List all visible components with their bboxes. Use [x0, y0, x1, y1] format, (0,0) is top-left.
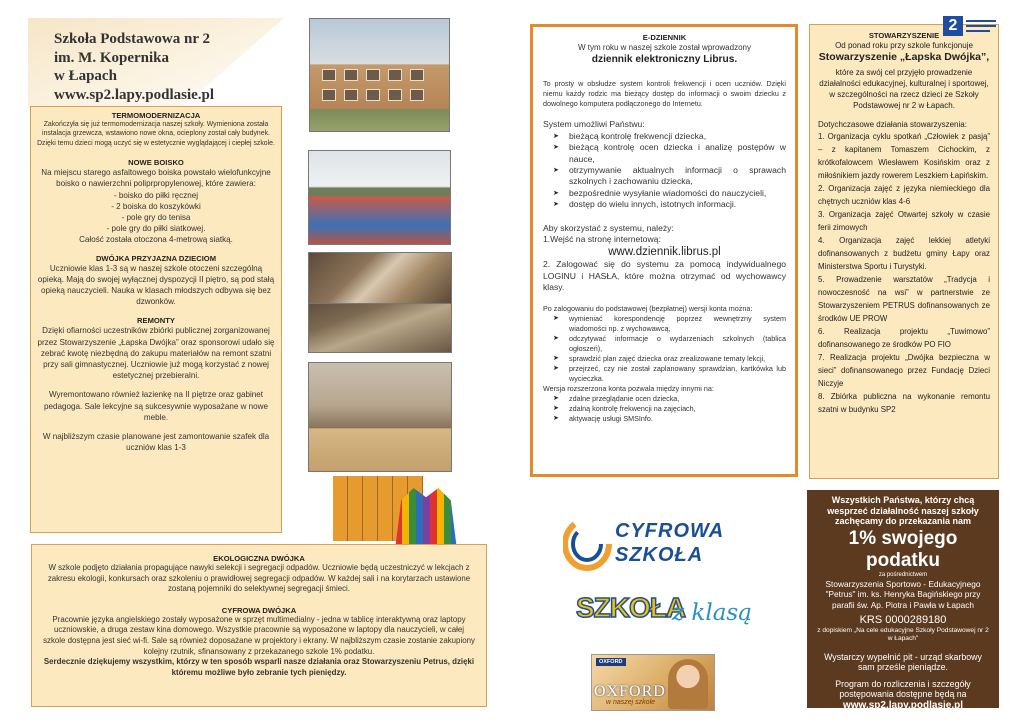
cloakroom-photo	[308, 362, 452, 472]
school-building-photo	[309, 18, 450, 132]
arrow-bullet-icon: ➤	[553, 144, 559, 152]
oxford-sub: w naszej szkole	[606, 699, 656, 706]
arrow-bullet-icon: ➤	[553, 201, 559, 209]
boisko-item: - boisko do piłki ręcznej	[113, 190, 199, 200]
lazienka-body: Wyremontowano również łazienkę na II piętrze oraz gabinet pedagoga. Sale lekcyjne są sukcesywnie wyposażane w nowe meble.	[43, 390, 269, 422]
list-item: 7. Realizacja projektu „Dwójka bezpieczna w sieci” dofinansowanego przez Fundację Dzieci Niczyje	[818, 353, 990, 389]
stow-list-intro: Dotychczasowe działania stowarzyszenia:	[818, 120, 967, 130]
arrow-bullet-icon: ➤	[553, 394, 559, 402]
tax-url[interactable]: www.sp2.lapy.podlasie.pl	[842, 699, 964, 711]
list-item: ➤ odczytywać informacje o wydarzeniach szkolnych (tablica ogłoszeń),	[553, 333, 786, 353]
krs-number: KRS 0000289180	[859, 613, 947, 626]
sp2-number: 2	[943, 16, 963, 36]
boisko-item: - pole gry do piłki siatkowej.	[106, 224, 206, 234]
stow-title: STOWARZYSZENIE	[868, 31, 940, 40]
termo-body: Zakończyła się już termomodernizacja naszej szkoły. Wymieniona została instalacja grzewcza, wstawiono nowe okna, ocieplony został cały budynek. Dzięki temu dzieci mogą uczyć się w estetycznie wyglądającej i ciepłej szkole.	[37, 121, 275, 147]
cyfrowa-line1: CYFROWA	[615, 520, 725, 542]
dwojka-title: DWÓJKA PRZYJAZNA DZIECIOM	[95, 253, 217, 263]
edz-step2: 2. Zalogować się do systemu za pomocą indywidualnego LOGINU i HASŁA, które można otrzymać od wychowawcy klasy.	[543, 259, 786, 293]
list-item: ➤ zdalne przeglądanie ocen dziecka,	[553, 393, 680, 403]
arrow-bullet-icon: ➤	[553, 189, 559, 197]
edz-system-list	[543, 131, 786, 211]
tax-info: Program do rozliczenia i szczegóły postępowania dostępne będą na	[835, 678, 971, 700]
termo-title: TERMOMODERNIZACJA	[111, 111, 201, 120]
boisko-item: - pole gry do tenisa	[121, 213, 191, 223]
edz-free-intro: Po zalogowaniu do podstawowej (bezpłatnej) wersji konta można:	[543, 303, 753, 313]
eko-title: EKOLOGICZNA DWÓJKA	[213, 554, 305, 563]
oxford-title: OXFORD	[594, 683, 666, 700]
school-town: w Łapach	[54, 68, 117, 84]
szkola-z-klasa-logo	[576, 586, 756, 638]
list-item: ➤ bieżącą kontrolę ocen dziecka i analizę postępów w nauce,	[553, 142, 786, 164]
boisko-end: Całość została otoczona 4-metrową siatką.	[79, 235, 233, 245]
remonty-title: REMONTY	[137, 316, 175, 326]
arrow-bullet-icon: ➤	[553, 167, 559, 175]
edz-step1: 1.Wejść na stronę internetową:	[543, 234, 661, 245]
school-name: Szkoła Podstawowa nr 2	[54, 31, 210, 47]
tax-headline: 1% swojego podatku	[848, 527, 958, 571]
librus-url[interactable]: www.dziennik.librus.pl	[608, 246, 721, 259]
arrow-bullet-icon: ➤	[553, 404, 559, 412]
edz-title: E-DZIENNIK	[642, 33, 687, 42]
edz-system-intro: System umożliwi Państwu:	[543, 119, 645, 130]
edz-intro: W tym roku w naszej szkole został wprowadzony	[578, 43, 751, 52]
school-header	[54, 30, 214, 104]
list-item: 2. Organizacja zajęć z języka niemieckiego dla chętnych uczniów klas 4-6	[818, 184, 990, 207]
school-patron: im. M. Kopernika	[54, 49, 169, 66]
tax-appeal: Wszystkich Państwa, którzy chcą wesprzeć działalność naszej szkoły zachęcamy do przekazania nam	[827, 495, 979, 527]
oxford-small-badge: OXFORD	[596, 658, 626, 666]
classroom-projector-photo	[308, 252, 452, 304]
arrow-bullet-icon: ➤	[553, 354, 559, 362]
edz-paid-intro: Wersja rozszerzona konta pozwala między innymi na:	[543, 383, 714, 393]
girl-portrait-icon	[668, 659, 708, 709]
szafki-body: W najbliższym czasie planowane jest zamontowanie szafek dla uczniów klas 1-3	[42, 432, 270, 453]
list-item: 5. Prowadzenie warsztatów „Tradycja i nowoczesność na wsi” w partnerstwie ze Stowarzyszeniem PETRUS dofinansowanych ze środków UE PROW	[818, 275, 990, 324]
stowarzyszenie-box	[809, 24, 999, 479]
boisko-item: - 2 boiska do koszykówki	[111, 201, 201, 211]
szkola-word: SZKOŁA	[576, 592, 686, 623]
arrow-bullet-icon: ➤	[553, 364, 559, 372]
remonty-body: Dzięki ofiarności uczestników zbiórki publicznej zorganizowanej przez Stowarzyszenie „Łapska Dwójka” oraz sponsorowi udało się zebrać kwotę niezbędną do zakupu materiałów na remont szatni przy sali gimnastycznej. Uczniowie już mogą korzystać z nowej estetycznej przebieralni.	[37, 326, 275, 381]
list-item: 4. Organizacja zajęć lekkiej atletyki dofinansowanych z budżetu gminy Łapy oraz Ministerstwa Sportu i Turystyki.	[818, 236, 990, 272]
stow-intro: Od ponad roku przy szkole funkcjonuje	[835, 41, 973, 50]
edziennik-box	[530, 24, 798, 477]
edz-how: Aby skorzystać z systemu, należy:	[543, 222, 674, 233]
edz-free-list	[543, 314, 786, 384]
edz-para1: To prosty w obsłudze system kontroli frekwencji i ocen uczniów. Dzięki niemu każdy rodzic ma bieżący dostęp do informacji o swoim dziecku z dowolnego komputera podłączonego do Internetu.	[543, 79, 786, 109]
oxford-logo	[591, 654, 715, 711]
boisko-body: Na miejscu starego asfaltowego boiska powstało wielofunkcyjne boisko o nawierzchni poliprpropylenowej, które zawiera:	[41, 168, 271, 189]
list-item: ➤ otrzymywanie aktualnych informacji o sprawach szkolnych i zachowaniu dziecka,	[553, 165, 786, 187]
school-url[interactable]: www.sp2.lapy.podlasie.pl	[54, 86, 215, 103]
tax-pit: Wystarczy wypełnić pit - urząd skarbowy sam prześle pieniądze.	[824, 651, 982, 673]
eco-digital-box	[31, 544, 487, 707]
boisko-title: NOWE BOISKO	[128, 158, 184, 168]
arrow-bullet-icon: ➤	[553, 414, 559, 422]
list-item: ➤ aktywację usługi SMSInfo.	[553, 413, 653, 423]
cyfrowa-line2: SZKOŁA	[615, 544, 704, 566]
stow-name: Stowarzyszenie „Łapska Dwójka”,	[818, 51, 990, 63]
tax-via: za pośrednictwem	[878, 571, 928, 578]
z-klasa-word: z klasą	[672, 600, 752, 626]
tax-dopisek: z dopiskiem „Na cele edukacyjne Szkoły Podstawowej nr 2 w Łapach"	[817, 626, 989, 643]
arrow-bullet-icon: ➤	[553, 314, 559, 322]
tax-org: Stowarzyszenia Sportowo - Edukacyjnego "Petrus" im. ks. Henryka Bagińskiego przy parafii św. Ap. Piotra i Pawła w Łapach	[825, 578, 981, 610]
stow-aim: które za swój cel przyjęło prowadzenie działalności edukacyjnej, kulturalnej i sportowej, w szczególności na rzecz dzieci ze Szkoły Podstawowej nr 2 w Łapach.	[819, 67, 989, 111]
list-item: 1. Organizacja cyklu spotkań „Człowiek z pasją” – z kapitanem Tomaszem Cichockim, z krótkofalowcem Wiesławem Kosińskim oraz z miłośnikiem jazdy rowerem Leszkiem Łapińskim.	[818, 132, 990, 181]
cyf-body: Pracownie języka angielskiego zostały wyposażone w sprzęt multimedialny - jedna w tablicę interaktywną oraz laptopy uczniowskie, a druga zestaw kina domowego. Wszystkie pracownie są wyposażone w laptopy dla nauczycieli, w całej szkole dostępna jest sieć wi-fi. Sale są również doposażane w projektory i ekrany. W najbliższym czasie zostanie zakupiony kolejny rzutnik, sfinansowany z przekazanego szkole 1% podatku.	[43, 614, 475, 656]
list-item: ➤ sprawdzić plan zajęć dziecka oraz zrealizowane tematy lekcji,	[553, 353, 766, 363]
one-percent-tax-box	[807, 490, 999, 711]
list-item: ➤ bieżącą kontrolę frekwencji dziecka,	[553, 130, 707, 141]
list-item: 3. Organizacja zajęć Otwartej szkoły w czasie ferii zimowych	[818, 210, 990, 233]
sports-field-photo	[308, 150, 451, 245]
thanks-text: Serdecznie dziękujemy wszystkim, którzy w ten sposób wsparli nasze działania oraz Stowarzyszeniu Petrus, dzięki któremu możliwe było zebranie tych pieniędzy.	[43, 657, 475, 677]
arrow-bullet-icon: ➤	[553, 334, 559, 342]
stow-list	[818, 130, 990, 416]
list-item: 6. Realizacja projektu „Tuwimowo” dofinansowanego ze środków PO FIO	[818, 327, 990, 350]
list-item: 8. Zbiórka publiczna na wykonanie remontu szatni w budynku SP2	[818, 392, 990, 415]
cyfrowa-szkola-logo	[563, 514, 739, 572]
dwojka-body: Uczniowie klas 1-3 są w naszej szkole otoczeni szczególną opieką. Mają do swojej wyłącznej dyspozycji II piętro, są pod stałą opieką nauczycieli. Nauka w klasach młodszych odbywa się bez dzwonków.	[37, 263, 275, 307]
cyf-title: CYFROWA DWÓJKA	[221, 605, 297, 615]
sp2-logo	[943, 16, 998, 36]
edz-paid-list	[543, 394, 786, 424]
list-item: ➤ zdalną kontrolę frekwencji na zajęciach,	[553, 403, 696, 413]
list-item: ➤ przejrzeć, czy nie został zaplanowany sprawdzian, kartkówka lub wycieczka.	[553, 363, 786, 383]
list-item: ➤ bezpośrednie wysyłanie wiadomości do nauczycieli,	[553, 187, 767, 198]
arrow-bullet-icon: ➤	[553, 132, 559, 140]
eko-body: W szkole podjęto działania propagujące nawyki selekcji i segregacji odpadów. Uczniowie będą uczestniczyć w lekcjach z zakresu ekologii, konkursach oraz szkoleniu o prawidłowej segregacji odpadów. W każdej sali i na korytarzach ustawione zostaną pojemniki do selektywnej segregacji śmieci.	[47, 563, 471, 594]
left-news-box	[30, 106, 282, 533]
list-item: ➤ wymieniać korespondencję poprzez wewnętrzny system wiadomości np. z wychowawcą,	[553, 313, 786, 333]
list-item: ➤ dostęp do wielu innych, istotnych informacji.	[553, 199, 737, 210]
edz-name: dziennik elektroniczny Librus.	[591, 54, 738, 66]
